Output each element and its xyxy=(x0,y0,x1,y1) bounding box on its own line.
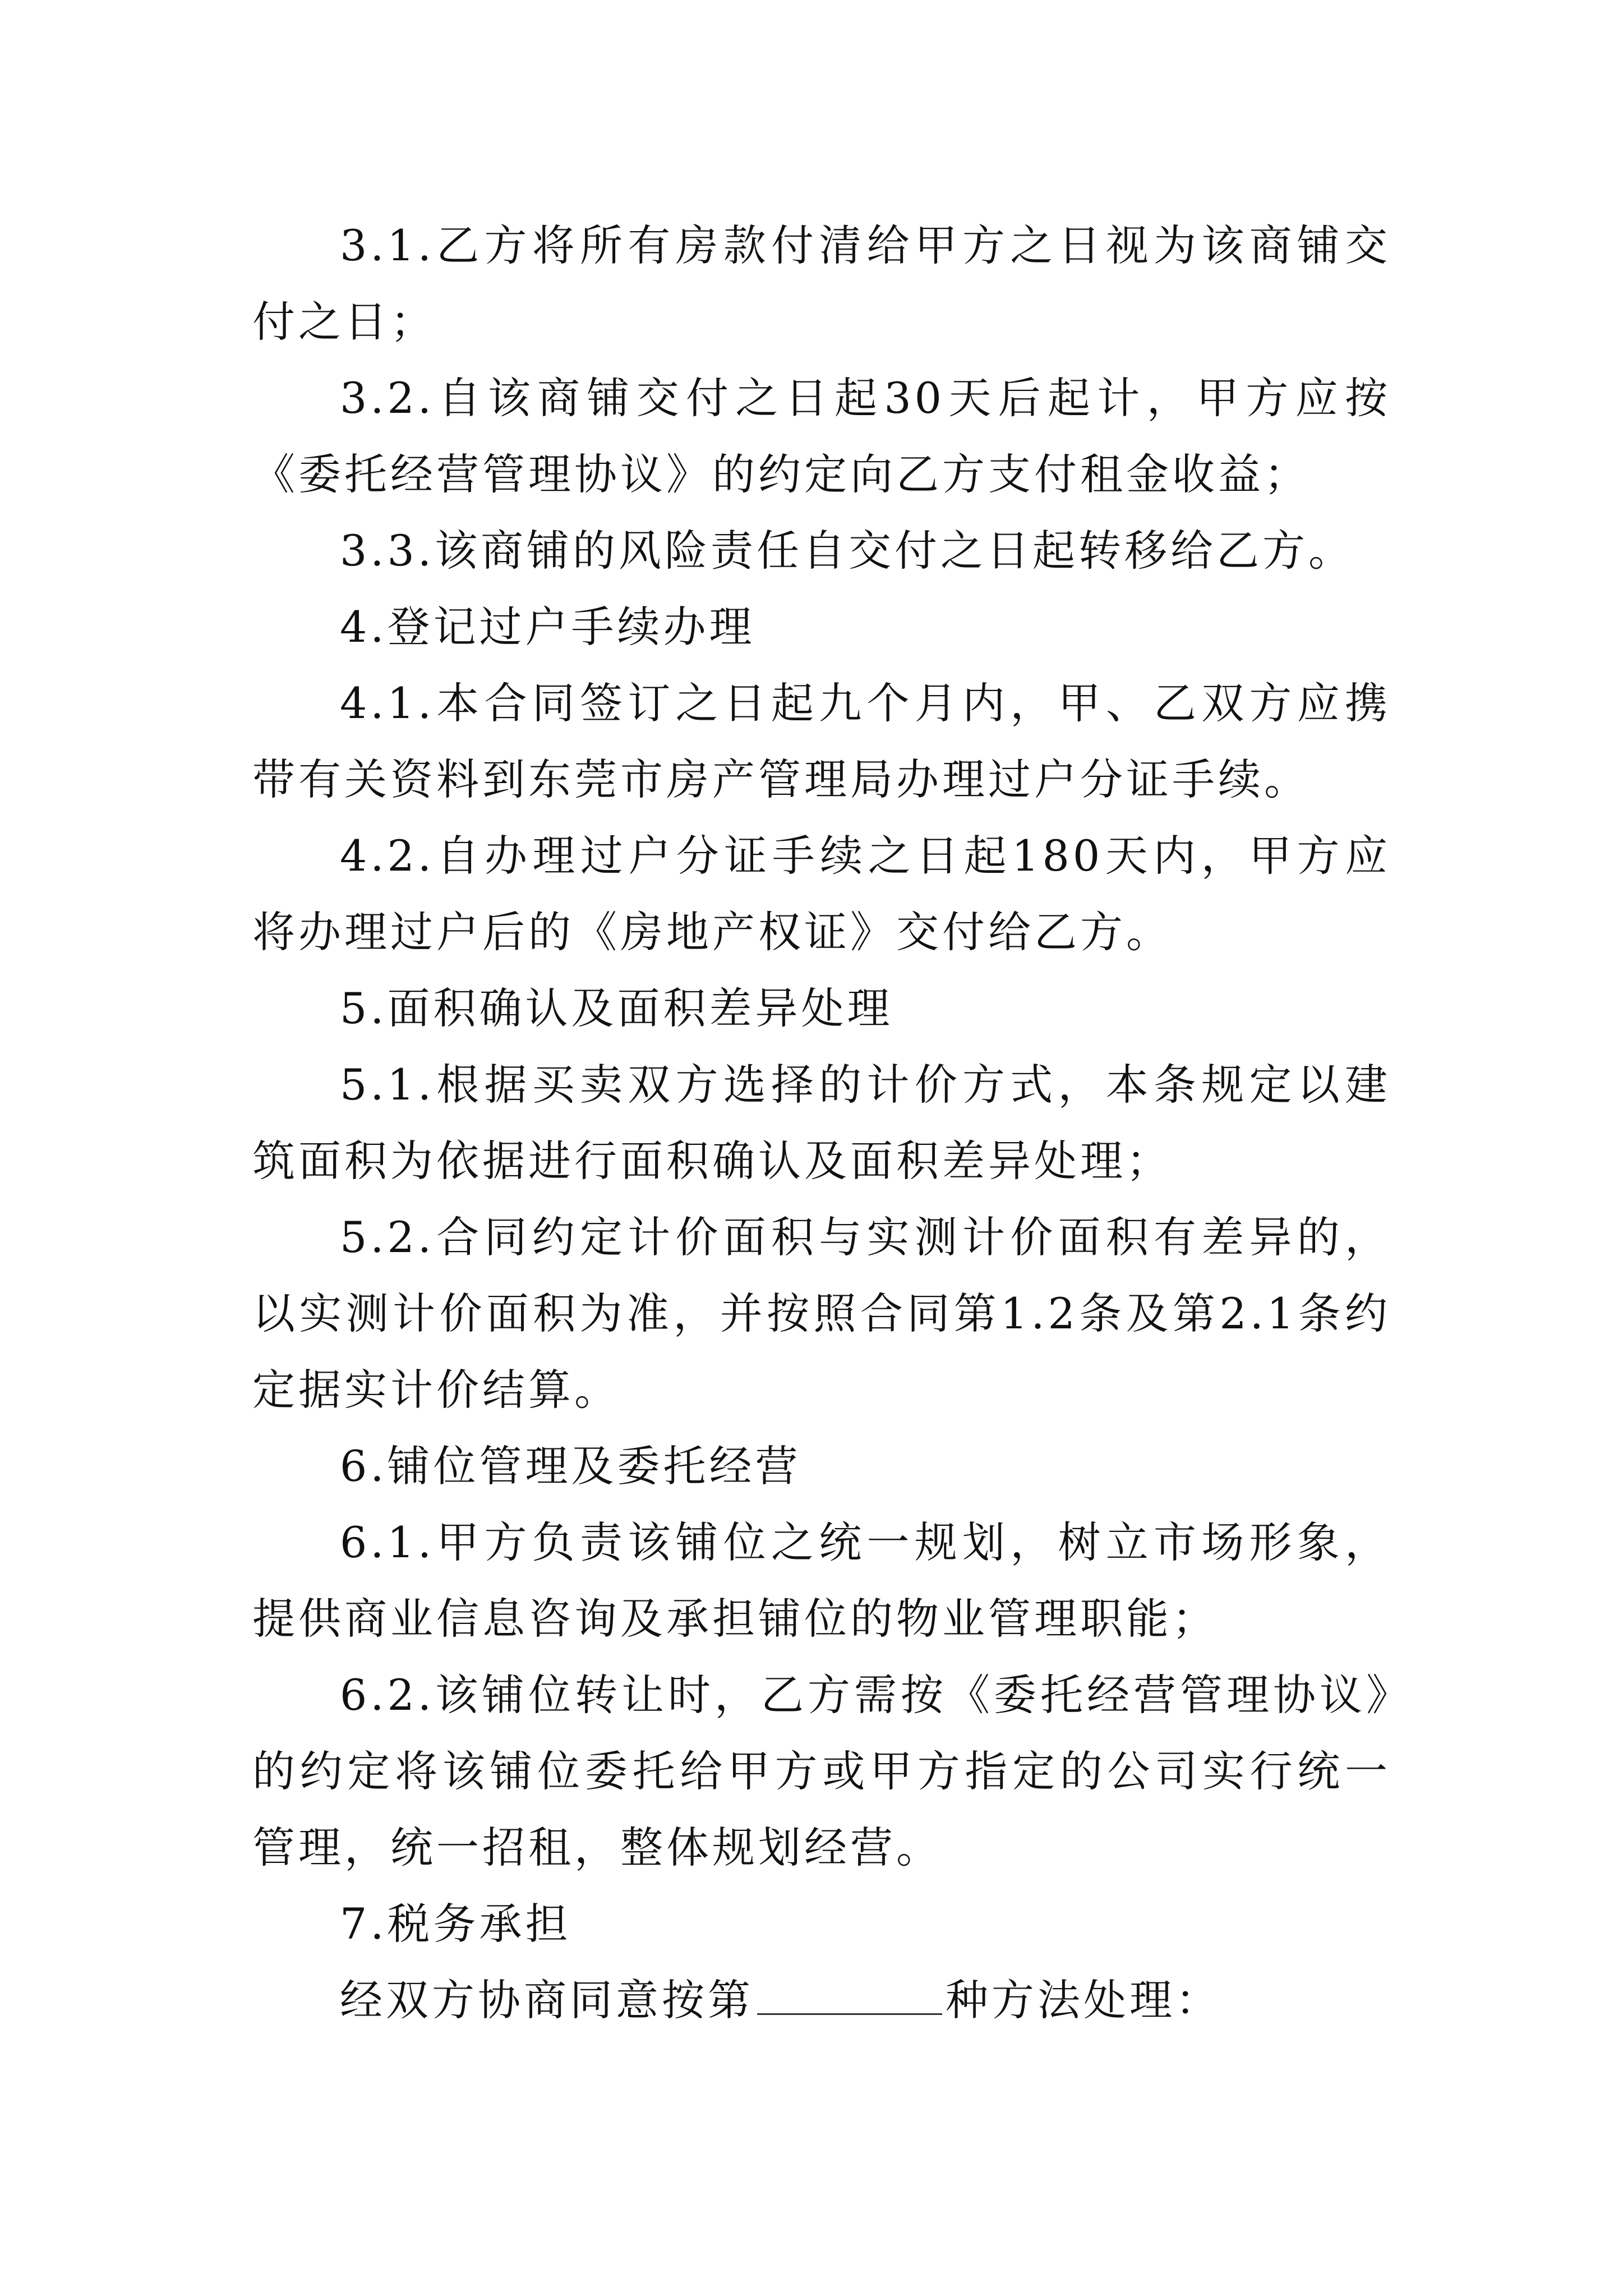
tax-method-text-after: 种方法处理： xyxy=(946,1975,1221,2025)
clause-3-2: 3.2.自该商铺交付之日起30天后起计，甲方应按《委托经营管理协议》的约定向乙方支付租金收益； xyxy=(252,373,1391,499)
section-6-heading: 6.铺位管理及委托经营 xyxy=(340,1441,801,1491)
tax-method-blank-field xyxy=(757,1974,942,2015)
section-5-heading: 5.面积确认及面积差异处理 xyxy=(340,983,893,1033)
tax-method-text-before: 经双方协商同意按第 xyxy=(340,1975,754,2025)
clause-6-1: 6.1.甲方负责该铺位之统一规划，树立市场形象，提供商业信息咨询及承担铺位的物业管理职能； xyxy=(252,1517,1391,1644)
section-4-heading: 4.登记过户手续办理 xyxy=(340,602,755,652)
clause-3-3: 3.3.该商铺的风险责任自交付之日起转移给乙方。 xyxy=(340,526,1355,576)
clause-5-1: 5.1.根据买卖双方选择的计价方式，本条规定以建筑面积为依据进行面积确认及面积差异处理； xyxy=(252,1060,1391,1186)
clause-5-2: 5.2.合同约定计价面积与实测计价面积有差异的，以实测计价面积为准，并按照合同第1.2条及第2.1条约定据实计价结算。 xyxy=(252,1212,1391,1415)
tax-method-line xyxy=(252,1962,1391,2039)
section-7-heading: 7.税务承担 xyxy=(340,1899,571,1949)
clause-4-2: 4.2.自办理过户分证手续之日起180天内，甲方应将办理过户后的《房地产权证》交付给乙方。 xyxy=(252,831,1391,957)
clause-6-2: 6.2.该铺位转让时，乙方需按《委托经营管理协议》的约定将该铺位委托给甲方或甲方指定的公司实行统一管理，统一招租，整体规划经营。 xyxy=(252,1670,1391,1872)
document-page xyxy=(252,208,1391,2039)
clause-3-1: 3.1.乙方将所有房款付清给甲方之日视为该商铺交付之日； xyxy=(252,220,1391,347)
clause-4-1: 4.1.本合同签订之日起九个月内，甲、乙双方应携带有关资料到东莞市房产管理局办理过户分证手续。 xyxy=(252,678,1391,804)
